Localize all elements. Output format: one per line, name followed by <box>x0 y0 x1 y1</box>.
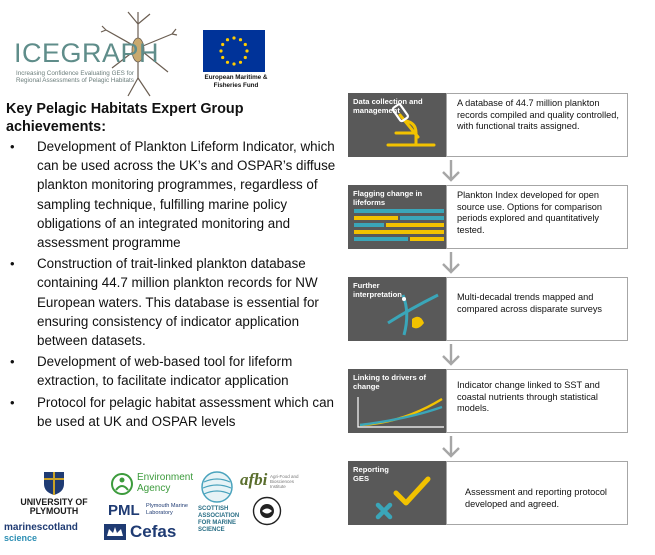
stage-label: Flagging change in lifeforms <box>353 189 423 207</box>
bullet-icon: • <box>10 354 15 370</box>
bullet-icon: • <box>10 394 15 410</box>
icegraph-wordmark: ICEGRAPH <box>14 38 160 68</box>
stage-label: Linking to drivers of change <box>353 373 426 391</box>
bullet-icon: • <box>10 256 15 272</box>
workflow-stage-further-interpretation <box>348 277 628 341</box>
stage-image <box>348 277 450 341</box>
achievement-item <box>6 137 341 252</box>
pml-subtitle: Plymouth Marine Laboratory <box>146 503 188 516</box>
marine-scotland-wordmark: marinescotland <box>4 522 78 533</box>
environment-agency-name: Environment Agency <box>137 472 194 494</box>
icegraph-logo <box>8 8 178 100</box>
eu-flag-icon <box>203 30 265 72</box>
emff-caption: European Maritime & Fisheries Fund <box>204 74 268 89</box>
stage-image <box>348 369 450 433</box>
achievement-item <box>6 254 341 350</box>
down-arrow-icon <box>439 343 463 367</box>
stage-description: A database of 44.7 million plankton records compiled and quality controlled, with functional traits assigned. <box>446 93 628 157</box>
achievement-item <box>6 393 341 431</box>
globe-icon <box>200 470 234 504</box>
sams-globe-logo <box>200 470 236 506</box>
workflow-stage-reporting-ges <box>348 461 628 525</box>
marine-scotland-sub: science <box>4 533 38 543</box>
plymouth-crest-icon <box>41 470 67 496</box>
achievement-item <box>6 352 341 390</box>
environment-agency-icon <box>110 472 134 496</box>
cefas-wordmark: Cefas <box>130 522 177 541</box>
sams-logo <box>198 506 248 534</box>
achievement-text: Development of Plankton Lifeform Indicator, which can be used across the UK’s and OSPAR’s diffuse plankton monitoring programmes, regardless of sampling technique, fulfilling marine policy obligations of an integrated monitoring and assessment programme <box>37 139 336 251</box>
achievements-heading: Key Pelagic Habitats Expert Group achievements: <box>6 101 244 135</box>
afbi-subtitle: Agri-Food and Biosciences Institute <box>270 474 299 489</box>
down-arrow-icon <box>439 251 463 275</box>
stage-description: Multi-decadal trends mapped and compared across disparate surveys <box>446 277 628 341</box>
icegraph-tagline: Increasing Confidence Evaluating GES for Regional Assessments of Pelagic Habitats <box>16 70 134 85</box>
sams-name: SCOTTISH ASSOCIATION FOR MARINE SCIENCE <box>198 506 240 533</box>
plymouth-name: UNIVERSITY OF PLYMOUTH <box>20 497 88 517</box>
stage-label: Data collection and management <box>353 97 423 115</box>
stage-description: Plankton Index developed for open source use. Options for comparison periods explored and quantitatively tested. <box>446 185 628 249</box>
mba-seal-icon <box>252 496 282 526</box>
stage-label: Further interpretation <box>353 281 402 299</box>
afbi-wordmark: afbi <box>240 470 268 489</box>
pml-logo <box>108 501 198 523</box>
stage-image <box>348 93 450 157</box>
stage-description: Indicator change linked to SST and coastal nutrients through statistical models. <box>446 369 628 433</box>
achievements-list <box>6 137 341 433</box>
stage-label: Reporting GES <box>353 465 389 483</box>
achievement-text: Construction of trait-linked plankton database containing 44.7 million plankton records for NW European waters. This database is essential for ensuring consistency of indicator application between datasets. <box>37 256 319 349</box>
crown-icon <box>104 524 126 540</box>
mba-logo <box>252 496 282 530</box>
workflow-stage-data-collection <box>348 93 628 157</box>
down-arrow-icon <box>439 435 463 459</box>
stage-description: Assessment and reporting protocol developed and agreed. <box>446 461 628 525</box>
down-arrow-icon <box>439 159 463 183</box>
university-of-plymouth-logo <box>4 470 104 518</box>
environment-agency-logo <box>110 470 200 500</box>
workflow-stage-flagging-change <box>348 185 628 249</box>
pml-wordmark: PML <box>108 502 140 519</box>
stage-image <box>348 461 450 525</box>
workflow-stage-linking-drivers <box>348 369 628 433</box>
cefas-logo <box>104 522 194 544</box>
achievement-text: Protocol for pelagic habitat assessment which can be used at UK and OSPAR levels <box>37 394 334 429</box>
marine-scotland-logo <box>4 522 94 548</box>
achievement-text: Development of web-based tool for lifeform extraction, to facilitate indicator application <box>37 354 293 389</box>
emff-logo <box>200 30 272 89</box>
bullet-icon: • <box>10 139 15 154</box>
stage-image <box>348 185 450 249</box>
